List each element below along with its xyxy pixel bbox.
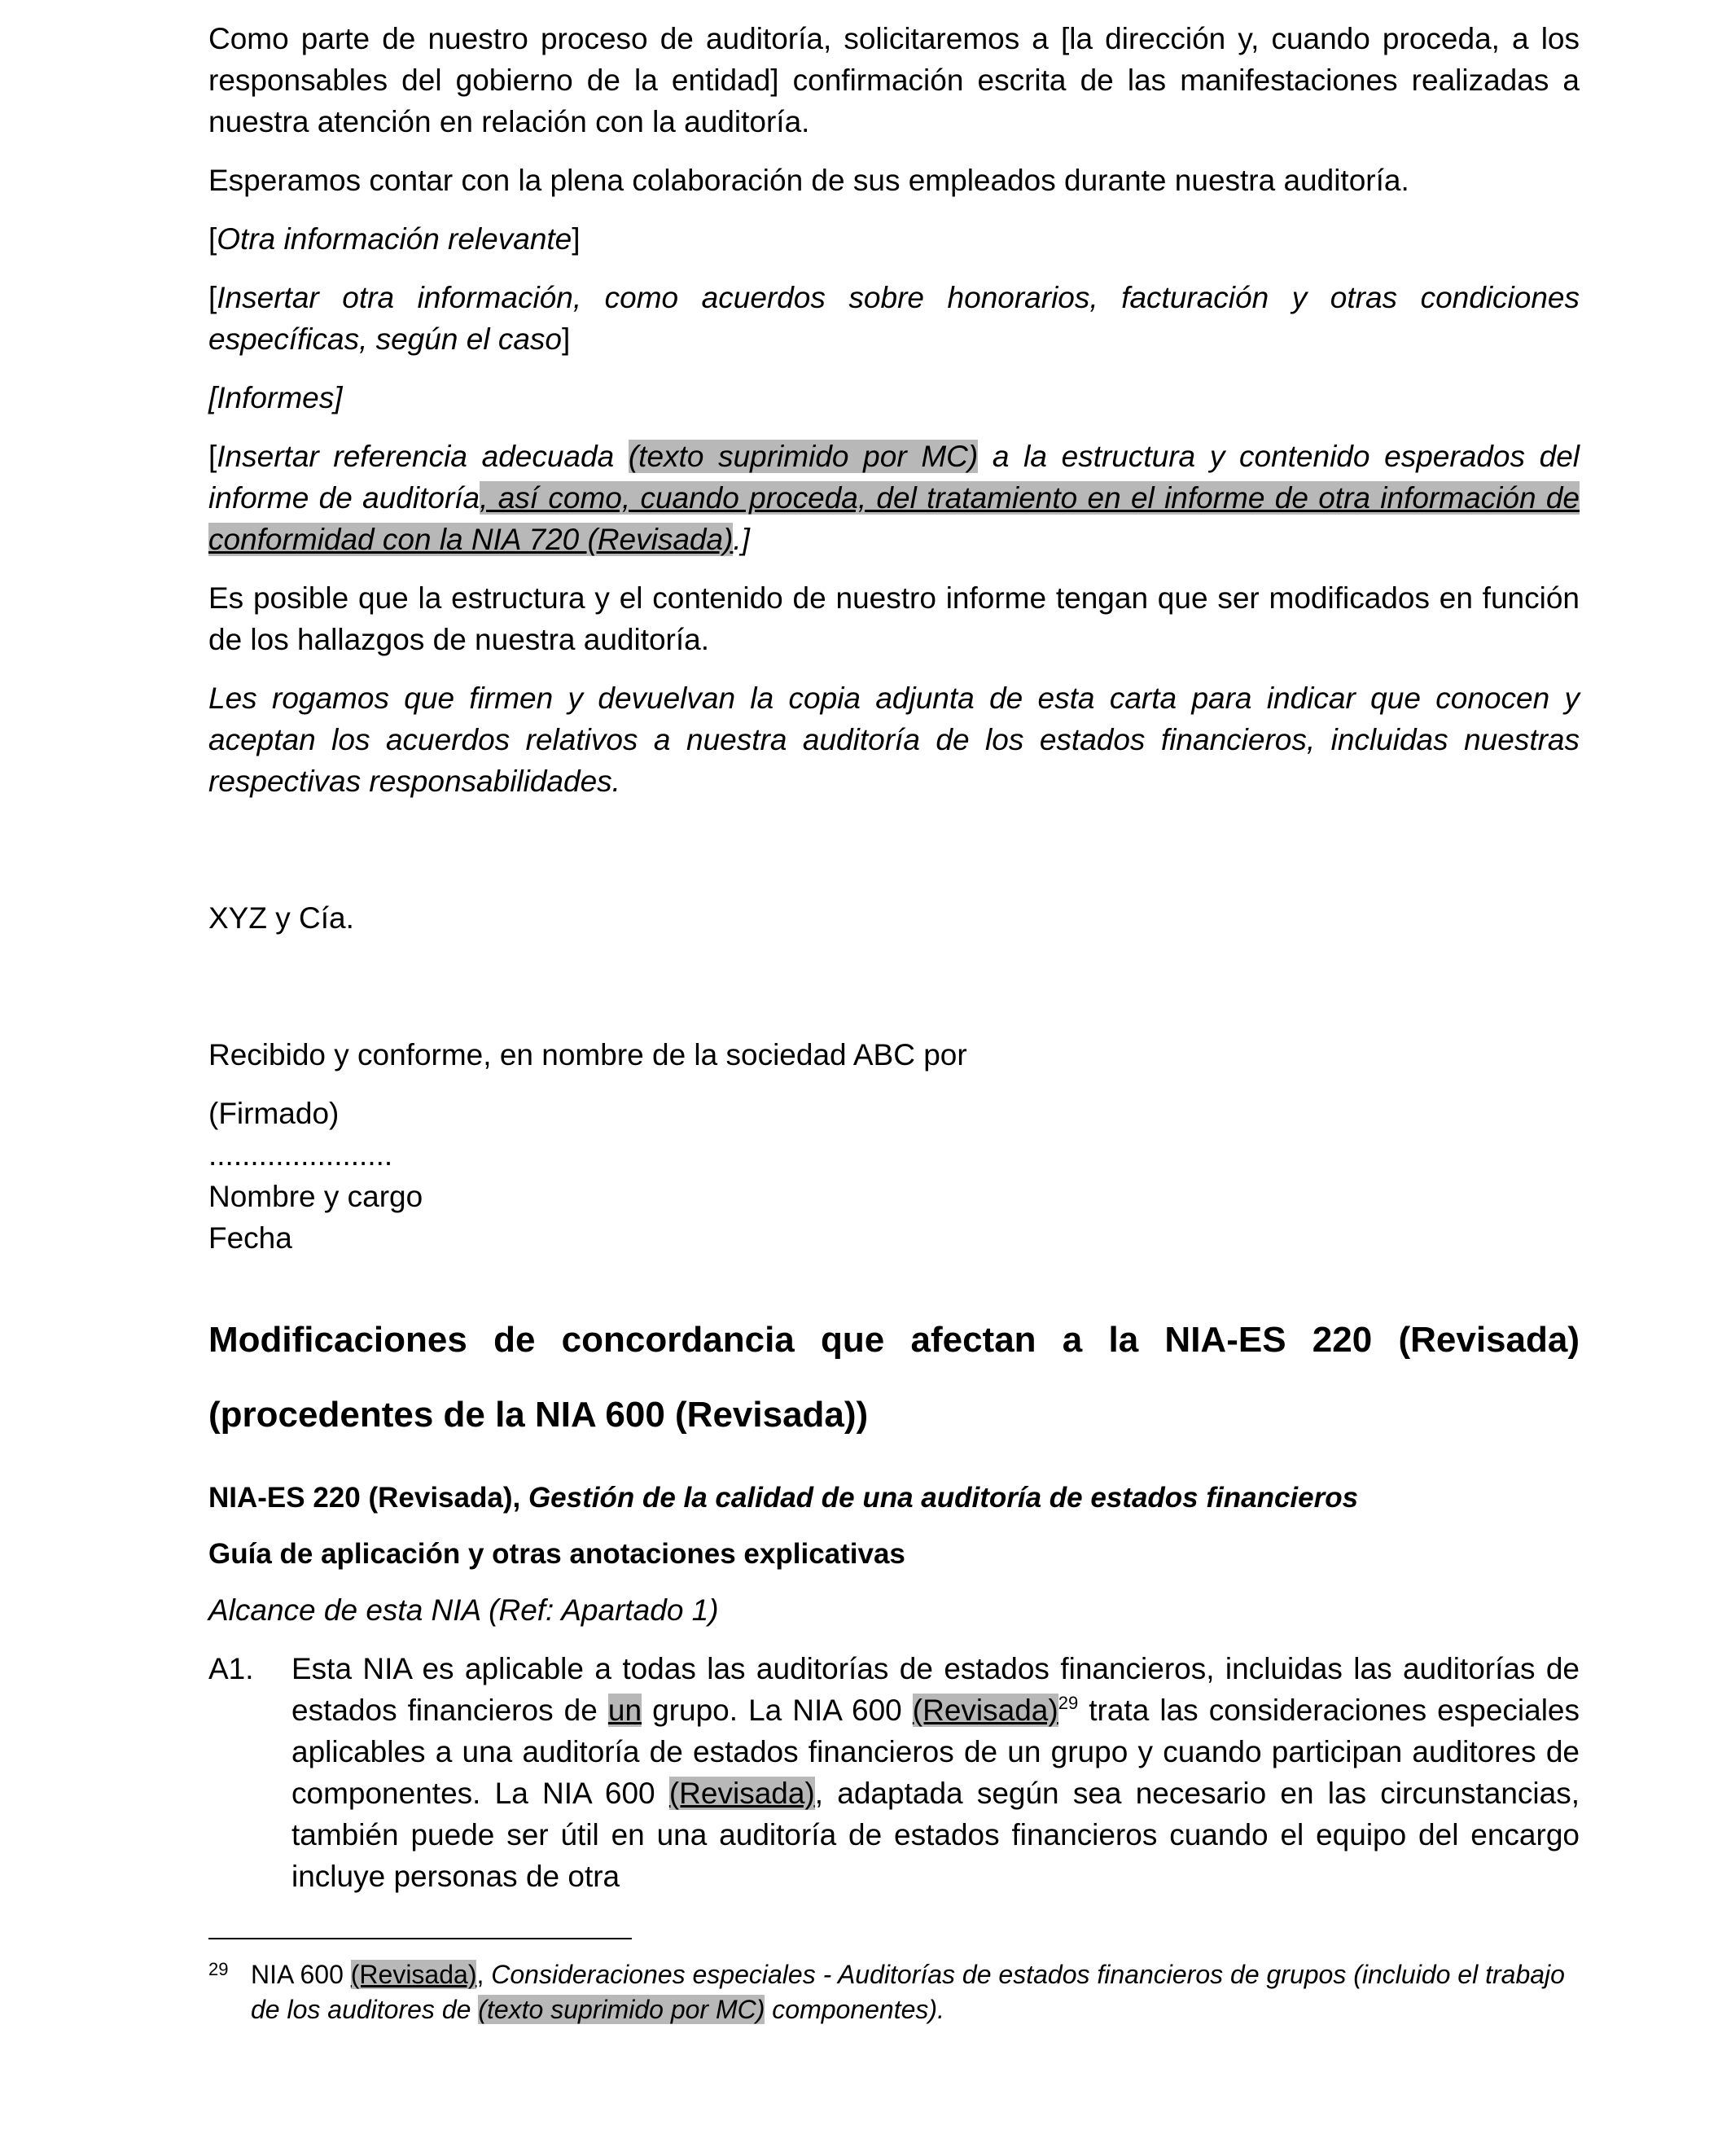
paragraph-a1 bbox=[208, 1648, 1580, 1897]
paragraph-reports-heading: [Informes] bbox=[208, 381, 343, 414]
guide-heading: Guía de aplicación y otras anotaciones explicativas bbox=[208, 1538, 905, 1570]
paragraph-number: A1. bbox=[208, 1652, 254, 1685]
footnote-29 bbox=[208, 1957, 1580, 2027]
section-heading: Modificaciones de concordancia que afectan a la NIA-ES 220 (Revisada) (procedentes de la NIA 600 (Revisada)) bbox=[208, 1320, 1580, 1435]
standard-title: NIA-ES 220 (Revisada), Gestión de la calidad de una auditoría de estados financieros bbox=[208, 1482, 1359, 1514]
footnote-text: NIA 600 (Revisada), Consideraciones especiales - Auditorías de estados financieros de grupos (incluido el trabajo de los auditores de (texto suprimido por MC) componentes). bbox=[251, 1960, 1565, 2024]
paragraph-representations: Como parte de nuestro proceso de auditoría, solicitaremos a [la dirección y, cuando proceda, a los responsables del gobierno de la entidad] confirmación escrita de las manifestaciones realizadas a nuestra atención en relación con la auditoría. bbox=[208, 22, 1580, 138]
footnote-ref: 29 bbox=[1058, 1693, 1079, 1713]
scope-heading: Alcance de esta NIA (Ref: Apartado 1) bbox=[208, 1593, 719, 1627]
firm-name: XYZ y Cía. bbox=[208, 901, 354, 935]
document-page bbox=[208, 18, 1580, 2027]
paragraph-report-modification: Es posible que la estructura y el contenido de nuestro informe tengan que ser modificados en función de los hallazgos de nuestra auditoría. bbox=[208, 581, 1580, 656]
date-line: Fecha bbox=[208, 1221, 292, 1255]
signature-dots: ...................... bbox=[208, 1138, 393, 1172]
paragraph-other-info-heading: [Otra información relevante] bbox=[208, 222, 581, 256]
received-line: Recibido y conforme, en nombre de la sociedad ABC por bbox=[208, 1038, 967, 1071]
footnote-separator bbox=[208, 1938, 632, 1939]
paragraph-signature-request: Les rogamos que firmen y devuelvan la copia adjunta de esta carta para indicar que conocen y aceptan los acuerdos relativos a nuestra auditoría de los estados financieros, incluidas nuestras respectivas responsabilidades. bbox=[208, 681, 1580, 798]
deleted-text-highlight: (texto suprimido por MC) bbox=[628, 440, 979, 473]
paragraph-other-info-insert: [Insertar otra información, como acuerdos sobre honorarios, facturación y otras condiciones específicas, según el caso] bbox=[208, 281, 1580, 356]
paragraph-collaboration: Esperamos contar con la plena colaboración de sus empleados durante nuestra auditoría. bbox=[208, 164, 1409, 197]
name-role-line: Nombre y cargo bbox=[208, 1180, 423, 1213]
signed-line: (Firmado) bbox=[208, 1097, 340, 1130]
paragraph-report-reference: [Insertar referencia adecuada (texto suprimido por MC) a la estructura y contenido esperados del informe de auditoría, así como, cuando proceda, del tratamiento en el informe de otra información de conformidad con la NIA 720 (Revisada).] bbox=[208, 440, 1580, 556]
inserted-text-highlight: , así como, cuando proceda, del tratamiento en el informe de otra información de conformidad con la NIA 720 (Revisada) bbox=[208, 481, 1580, 556]
footnote-number: 29 bbox=[208, 1959, 229, 1979]
paragraph-a1-text: Esta NIA es aplicable a todas las auditorías de estados financieros, incluidas las auditorías de estados financieros de un grupo. La NIA 600 (Revisada)$^{29}$ trata las consideraciones especiales aplicables a una auditoría de estados financieros de un grupo y cuando participan auditores de componentes. La NIA 600 (Revisada), adaptada según sea necesario en las circunstancias, también puede ser útil en una auditoría de estados financieros cuando el equipo del encargo incluye personas de otra bbox=[291, 1652, 1580, 1893]
